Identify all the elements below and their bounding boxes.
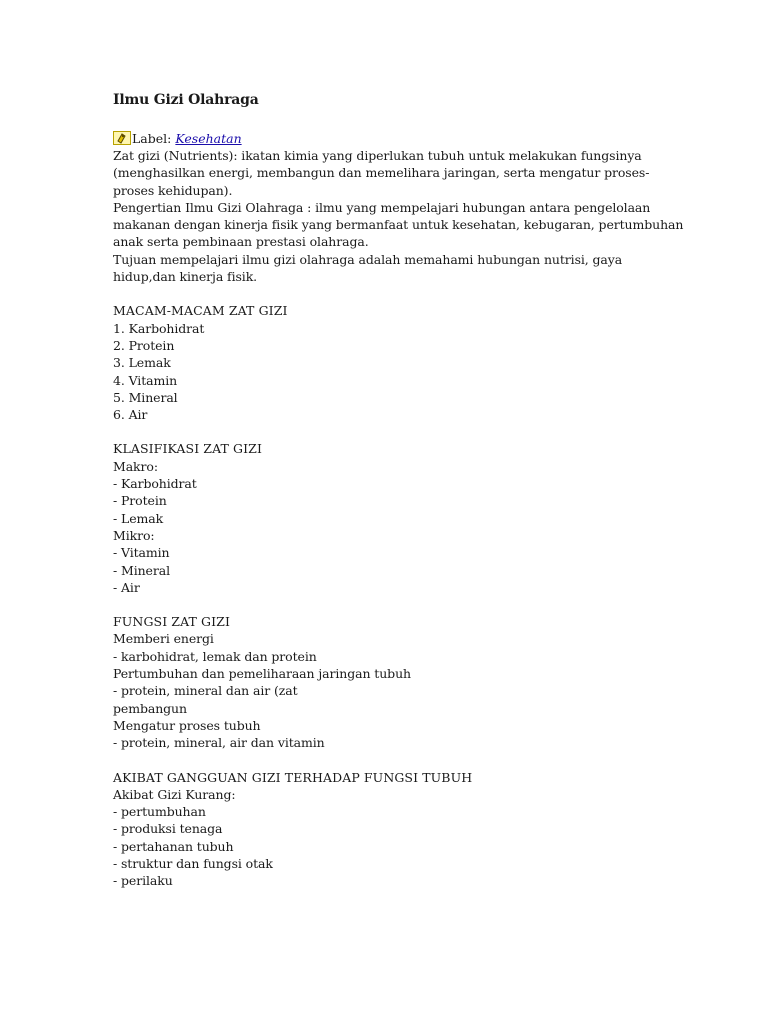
section-heading: KLASIFIKASI ZAT GIZI [113,441,262,457]
list-item: 1. Karbohidrat [113,320,205,336]
list-item: - pertumbuhan [113,804,206,820]
list-item: - struktur dan fungsi otak [113,855,273,871]
list-item: Memberi energi [113,631,214,647]
intro-text [113,147,684,285]
label-link-kesehatan[interactable]: Kesehatan [175,131,242,146]
list-item: - Karbohidrat [113,476,197,492]
section [113,769,673,890]
list-item: - perilaku [113,873,173,889]
list-item: - Protein [113,493,167,509]
list-item: Mengatur proses tubuh [113,717,261,733]
sections [113,302,673,889]
list-item: - Mineral [113,562,170,578]
list-item: Makro: [113,458,158,474]
label-row [113,130,673,147]
intro-line: anak serta pembinaan prestasi olahraga. [113,234,369,250]
list-item: 4. Vitamin [113,372,178,388]
list-item: 2. Protein [113,337,175,353]
intro-line: Pengertian Ilmu Gizi Olahraga : ilmu yang mempelajari hubungan antara pengelolaan [113,199,651,215]
list-item: - karbohidrat, lemak dan protein [113,648,317,664]
label-prefix: Label: [132,131,172,146]
intro-line: Zat gizi (Nutrients): ikatan kimia yang diperlukan tubuh untuk melakukan fungsinya [113,148,642,163]
list-item: - Air [113,579,140,595]
intro-line: Tujuan mempelajari ilmu gizi olahraga adalah memahami hubungan nutrisi, gaya [113,251,623,267]
section-heading: FUNGSI ZAT GIZI [113,614,230,630]
document-page [113,90,684,890]
list-item: - pertahanan tubuh [113,838,234,854]
section [113,440,673,596]
label-tag-icon [113,131,131,145]
intro-line: hidup,dan kinerja fisik. [113,269,258,285]
list-item: Pertumbuhan dan pemeliharaan jaringan tubuh [113,666,411,682]
list-item: 6. Air [113,407,148,423]
section [113,613,673,751]
list-item: Mikro: [113,527,155,543]
list-item: - protein, mineral dan air (zat [113,683,298,699]
list-item: pembangun [113,700,187,716]
intro-line: (menghasilkan energi, membangun dan memelihara jaringan, serta mengatur proses- [113,165,650,181]
list-item: Akibat Gizi Kurang: [113,786,236,802]
section [113,302,673,423]
list-item: 3. Lemak [113,355,171,371]
list-item: - Lemak [113,510,164,526]
page-title: Ilmu Gizi Olahraga [113,92,259,108]
list-item: - produksi tenaga [113,821,223,837]
list-item: - Vitamin [113,545,170,561]
section-heading: AKIBAT GANGGUAN GIZI TERHADAP FUNGSI TUBUH [113,769,473,785]
list-item: 5. Mineral [113,389,178,405]
intro-line: proses kehidupan). [113,182,233,198]
list-item: - protein, mineral, air dan vitamin [113,735,325,751]
intro-line: makanan dengan kinerja fisik yang bermanfaat untuk kesehatan, kebugaran, pertumbuhan [113,217,684,233]
section-heading: MACAM-MACAM ZAT GIZI [113,303,288,319]
